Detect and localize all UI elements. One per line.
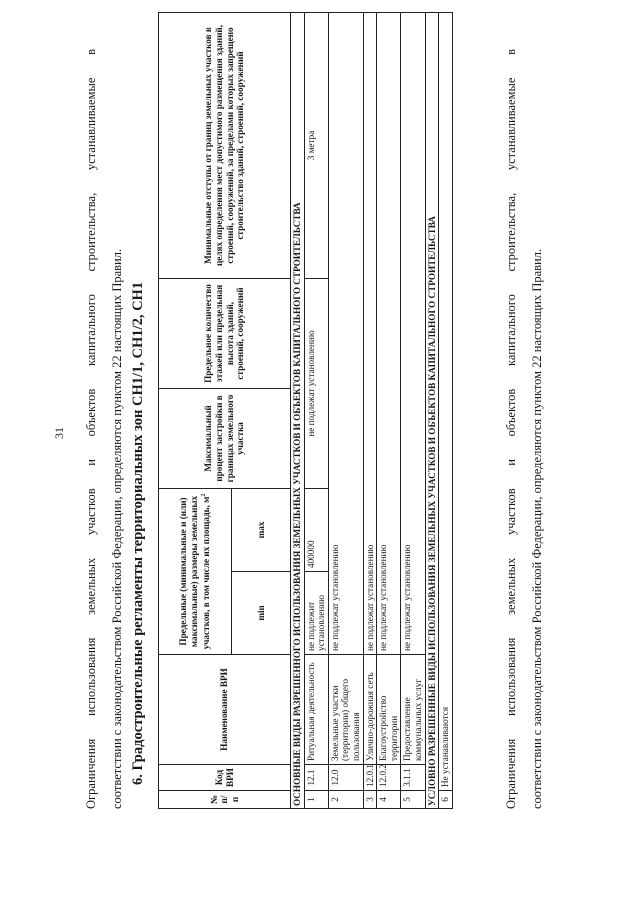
cell-num: 3 [363, 791, 377, 809]
table-row [377, 12, 401, 808]
regulations-table [158, 12, 453, 809]
cell-num: 5 [401, 791, 425, 809]
section-main: ОСНОВНЫЕ ВИДЫ РАЗРЕШЕННОГО ИСПОЛЬЗОВАНИЯ ЗЕМЕЛЬНЫХ УЧАСТКОВ И ОБЪЕКТОВ КАПИТАЛЬНОГО СТРОИТЕЛЬСТВА [291, 12, 305, 808]
cell-num: 4 [377, 791, 401, 809]
cell-max: 400000 [304, 488, 328, 571]
header-num: № п/п [159, 791, 291, 809]
table-row [304, 12, 328, 808]
section-row-main [291, 12, 305, 808]
cell-setback: 3 метра [304, 12, 328, 278]
header-max: max [232, 488, 291, 571]
header-size-sup: 2 [201, 493, 208, 497]
cell-merged: не подлежат установлению [377, 12, 401, 654]
cell-merged: не подлежат установлению [363, 12, 377, 654]
cell-min: не подлежит установлению [304, 572, 328, 655]
cell-merged: не подлежат установлению [328, 12, 363, 654]
section-conditional: УСЛОВНО РАЗРЕШЕННЫЕ ВИДЫ ИСПОЛЬЗОВАНИЯ ЗЕМЕЛЬНЫХ УЧАСТКОВ И ОБЪЕКТОВ КАПИТАЛЬНОГО СТРОИТЕЛЬСТВА [425, 12, 439, 808]
header-size [159, 488, 232, 654]
header-row [159, 12, 232, 808]
header-percent: Максимальный процент застройки в границах земельного участка [159, 388, 291, 488]
cell-code: 12.0.2 [377, 765, 401, 791]
cell-code: 12.0 [328, 765, 363, 791]
cell-num: 1 [304, 791, 328, 809]
cell-name: Ритуальная деятельность [304, 655, 328, 765]
cell-percent: не подлежат установлению [304, 278, 328, 488]
paragraph-line: Ограничения использования земельных участков и объектов капитального строительства, устанавливаемые в [84, 49, 98, 809]
cell-text: Не устанавливаются [439, 12, 453, 790]
cell-code: 12.0.1 [363, 765, 377, 791]
restrictions-paragraph-bottom [498, 49, 550, 809]
table-row [363, 12, 377, 808]
paragraph-line: соответствии с законодательством Российской Федерации, определяются пунктом 22 настоящих Правил. [110, 248, 124, 809]
header-floors: Предельное количество этажей или предельная высота зданий, строений, сооружений [159, 278, 291, 388]
cell-code: 3.1.1 [401, 765, 425, 791]
header-setback: Минимальные отступы от границ земельных участков в целях определения мест допустимого размещения зданий, строений, сооружений, за пределами которых запрещено строительство зданий, строений, сооружений [159, 12, 291, 278]
cell-merged: не подлежат установлению [401, 12, 425, 654]
header-name: Наименование ВРИ [159, 655, 291, 765]
table-row [401, 12, 425, 808]
paragraph-line: Ограничения использования земельных участков и объектов капитального строительства, устанавливаемые в [504, 49, 518, 809]
cell-num: 6 [439, 791, 453, 809]
page-number: 31 [52, 427, 66, 439]
cell-num: 2 [328, 791, 363, 809]
header-min: min [232, 572, 291, 655]
table-row [328, 12, 363, 808]
header-size-text: Предельные (минимальные и (или) максимальные) размеры земельных участков, в том числе их площадь, м [178, 495, 212, 650]
section-heading: 6. Градостроительные регламенты территориальных зон СН1/1, СН1/2, СН1 [130, 281, 146, 785]
cell-name: Земельные участки (территории) общего пользования [328, 655, 363, 765]
cell-code: 12.1 [304, 765, 328, 791]
cell-name: Улично-дорожная сеть [363, 655, 377, 765]
section-row-conditional [425, 12, 439, 808]
restrictions-paragraph-top [78, 49, 130, 809]
cell-name: Благоустройство территории [377, 655, 401, 765]
paragraph-line: соответствии с законодательством Российской Федерации, определяются пунктом 22 настоящих Правил. [530, 248, 544, 809]
table-row [439, 12, 453, 808]
cell-name: Предоставление коммунальных услуг [401, 655, 425, 765]
header-code: Код ВРИ [159, 765, 291, 791]
